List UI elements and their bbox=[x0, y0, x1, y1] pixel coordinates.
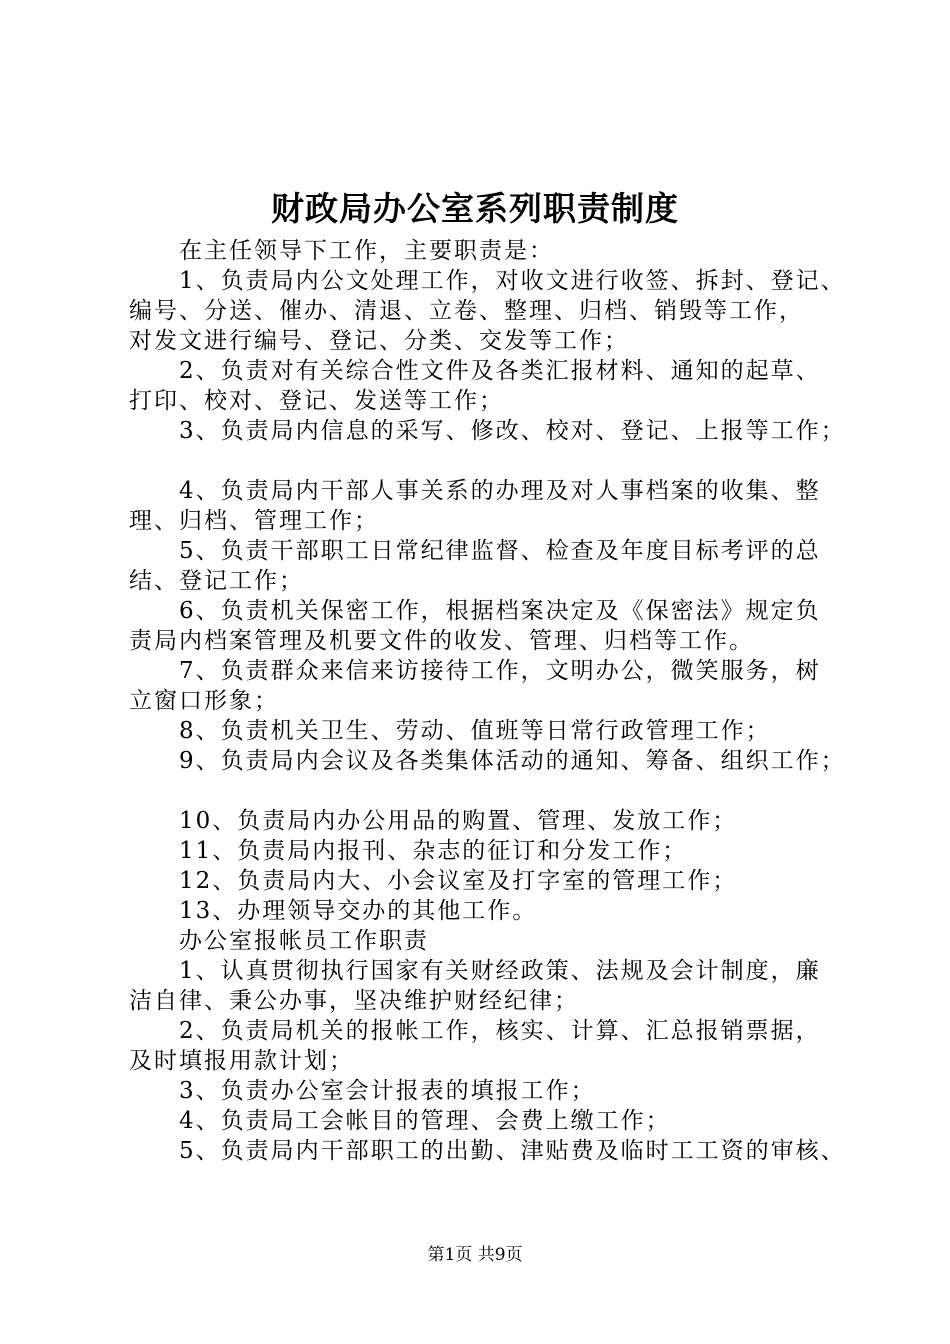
text-line: 结、登记工作； bbox=[129, 568, 304, 594]
text-line: 理、归档、管理工作； bbox=[129, 508, 379, 534]
text-line: 8、负责机关卫生、劳动、值班等日常行政管理工作； bbox=[179, 718, 771, 744]
document-title: 财政局办公室系列职责制度 bbox=[271, 189, 679, 228]
text-line: 编号、分送、催办、清退、立卷、整理、归档、销毁等工作， bbox=[129, 298, 804, 324]
page-footer: 第1页 共9页 bbox=[427, 1245, 523, 1265]
text-line: 11、负责局内报刊、杂志的征订和分发工作； bbox=[179, 838, 688, 864]
text-line: 4、负责局工会帐目的管理、会费上缴工作； bbox=[179, 1108, 671, 1134]
text-line: 责局内档案管理及机要文件的收发、管理、归档等工作。 bbox=[129, 628, 754, 654]
text-line: 及时填报用款计划； bbox=[129, 1048, 354, 1074]
blank-line bbox=[129, 776, 849, 806]
text-line: 12、负责局内大、小会议室及打字室的管理工作； bbox=[179, 868, 738, 894]
text-line: 6、负责机关保密工作，根据档案决定及《保密法》规定负 bbox=[179, 598, 821, 624]
text-line: 1、认真贯彻执行国家有关财经政策、法规及会计制度，廉 bbox=[179, 958, 821, 984]
text-line: 10、负责局内办公用品的购置、管理、发放工作； bbox=[179, 808, 738, 834]
blank-line bbox=[129, 446, 849, 476]
text-line: 立窗口形象； bbox=[129, 688, 279, 714]
text-line: 办公室报帐员工作职责 bbox=[179, 928, 429, 954]
text-line: 打印、校对、登记、发送等工作； bbox=[129, 388, 504, 414]
text-line: 在主任领导下工作，主要职责是： bbox=[179, 238, 554, 264]
text-line: 13、办理领导交办的其他工作。 bbox=[179, 898, 538, 924]
text-line: 洁自律、秉公办事，坚决维护财经纪律； bbox=[129, 988, 579, 1014]
text-line: 1、负责局内公文处理工作，对收文进行收签、拆封、登记、 bbox=[179, 268, 846, 294]
text-line: 3、负责办公室会计报表的填报工作； bbox=[179, 1078, 596, 1104]
text-line: 5、负责局内干部职工的出勤、津贴费及临时工工资的审核、 bbox=[179, 1138, 846, 1164]
text-line: 7、负责群众来信来访接待工作，文明办公，微笑服务，树 bbox=[179, 658, 821, 684]
text-line: 2、负责局机关的报帐工作，核实、计算、汇总报销票据， bbox=[179, 1018, 821, 1044]
text-line: 5、负责干部职工日常纪律监督、检查及年度目标考评的总 bbox=[179, 538, 821, 564]
text-line: 3、负责局内信息的采写、修改、校对、登记、上报等工作； bbox=[179, 418, 846, 444]
document-body bbox=[129, 236, 849, 1166]
text-line: 9、负责局内会议及各类集体活动的通知、筹备、组织工作； bbox=[179, 748, 846, 774]
text-line: 对发文进行编号、登记、分类、交发等工作； bbox=[129, 328, 629, 354]
text-line: 4、负责局内干部人事关系的办理及对人事档案的收集、整 bbox=[179, 478, 821, 504]
text-line: 2、负责对有关综合性文件及各类汇报材料、通知的起草、 bbox=[179, 358, 821, 384]
